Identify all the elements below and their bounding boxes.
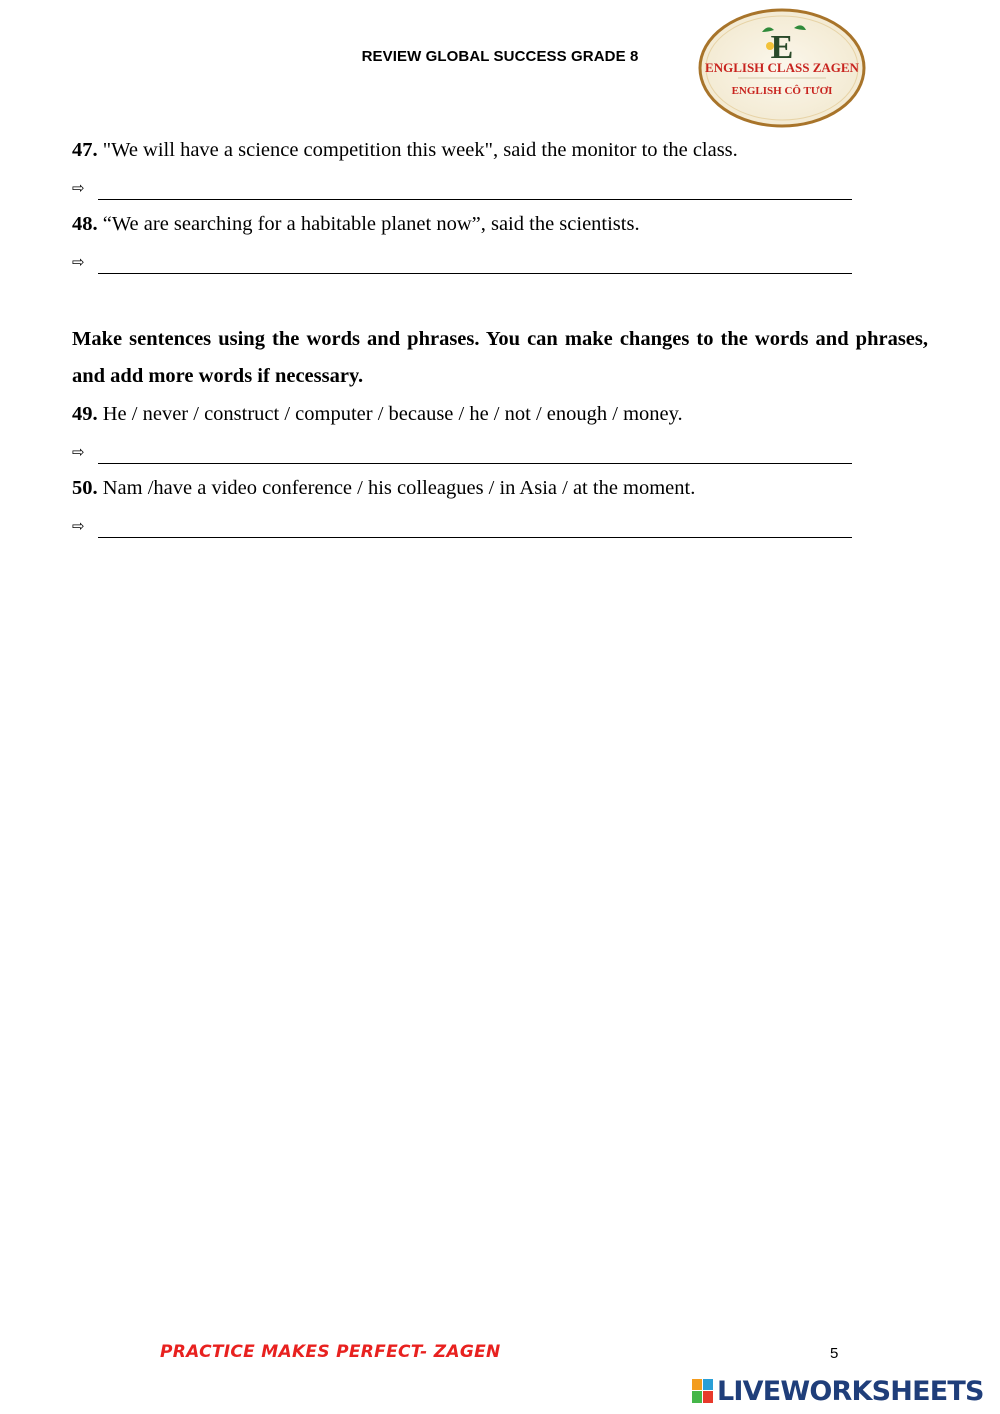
logo-name: ENGLISH CLASS ZAGEN — [705, 60, 859, 75]
arrow-icon: ⇨ — [72, 253, 85, 271]
answer-row-49 — [72, 440, 852, 464]
arrow-icon: ⇨ — [72, 443, 85, 461]
answer-row-47 — [72, 176, 852, 200]
question-number: 49. — [72, 403, 98, 425]
answer-row-48 — [72, 250, 852, 274]
question-text: Nam /have a video conference / his colleagues / in Asia / at the moment. — [102, 477, 696, 499]
liveworksheets-wordmark: LIVEWORKSHEETS — [717, 1375, 984, 1407]
footer-motto: PRACTICE MAKES PERFECT- ZAGEN — [160, 1342, 501, 1362]
answer-input-47[interactable] — [98, 199, 852, 200]
logo-tagline: ENGLISH CÔ TƯƠI — [731, 85, 833, 97]
arrow-icon: ⇨ — [72, 179, 85, 197]
question-text: "We will have a science competition this week", said the monitor to the class. — [102, 139, 738, 161]
liveworksheets-logo-icon — [692, 1378, 714, 1404]
english-class-zagen-logo — [698, 8, 866, 128]
document-title: REVIEW GLOBAL SUCCESS GRADE 8 — [361, 48, 639, 65]
question-number: 48. — [72, 213, 98, 235]
logo-letter: E — [770, 29, 794, 66]
question-text: “We are searching for a habitable planet now”, said the scientists. — [102, 213, 640, 235]
question-number: 50. — [72, 477, 98, 499]
liveworksheets-brand — [692, 1374, 984, 1408]
answer-row-50 — [72, 514, 852, 538]
question-text: He / never / construct / computer / because / he / not / enough / money. — [102, 403, 683, 425]
page-number: 5 — [830, 1345, 839, 1362]
answer-input-50[interactable] — [98, 537, 852, 538]
arrow-icon: ⇨ — [72, 517, 85, 535]
answer-input-49[interactable] — [98, 463, 852, 464]
answer-input-48[interactable] — [98, 273, 852, 274]
question-number: 47. — [72, 139, 98, 161]
section-instruction: Make sentences using the words and phrases. You can make changes to the words and phrases, and add more words if necessary. — [72, 328, 928, 387]
